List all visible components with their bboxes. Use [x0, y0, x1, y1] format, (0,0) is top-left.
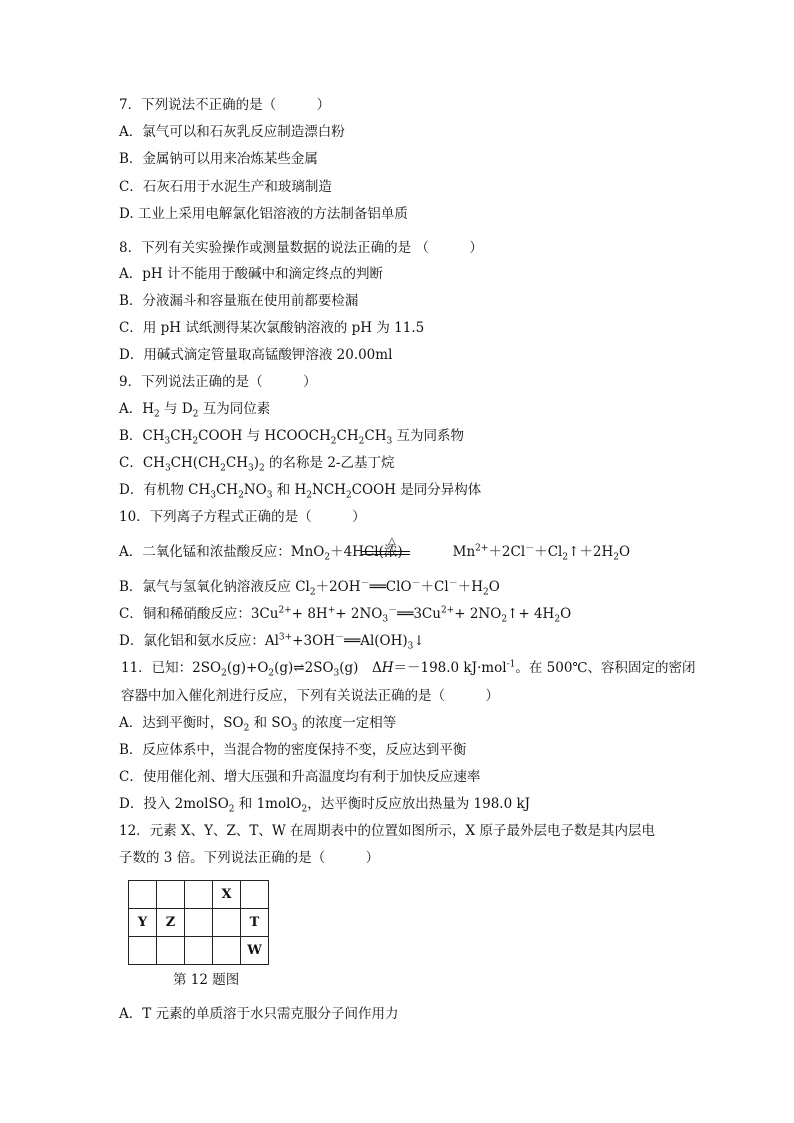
grid-cell	[157, 937, 185, 965]
figure-caption: 第 12 题图	[173, 972, 240, 988]
grid-cell	[185, 881, 213, 909]
q7-stem: 7．下列说法不正确的是（ ）	[119, 97, 331, 113]
q9-option-a: A．$H_2$ 与 $D_2$ 互为同位素	[119, 401, 271, 420]
q8-option-c: C．用 pH 试纸测得某次氯酸钠溶液的 pH 为 11.5	[119, 320, 425, 336]
q8-option-b: B．分液漏斗和容量瓶在使用前都要检漏	[119, 293, 359, 309]
q12-stem-line1: 12．元素 X、Y、Z、T、W 在周期表中的位置如图所示，X 原子最外层电子数是其内层电	[119, 823, 655, 839]
q9-stem: 9．下列说法正确的是（ ）	[119, 374, 317, 390]
q10-stem: 10．下列离子方程式正确的是（ ）	[119, 509, 366, 525]
grid-cell	[185, 937, 213, 965]
q9-option-d: D．有机物 $CH_3CH_2NO_3$ 和 $H_2NCH_2COOH$ 是同分异构体	[119, 482, 482, 501]
q10-option-b: B．氯气与氢氧化钠溶液反应 $Cl_2+2OH^-══ClO^-+Cl^-+H_2O$	[119, 578, 500, 598]
q11-stem-line1: 11．已知：$2SO_2(g)+O_2(g)\rightleftharpoons 2SO_3(g)$ ΔH＝－198.0 kJ·mol$^{-1}$。在 500℃、容积固定的密闭	[121, 659, 696, 679]
equation-double-line-top	[362, 551, 410, 552]
q11-option-c: C．使用催化剂、增大压强和升高温度均有利于加快反应速率	[119, 769, 481, 785]
q7-option-d: D. 工业上采用电解氯化铝溶液的方法制备铝单质	[119, 206, 408, 222]
grid-cell	[241, 881, 269, 909]
grid-cell	[129, 937, 157, 965]
grid-row	[129, 937, 269, 965]
grid-cell	[157, 881, 185, 909]
q7-option-a: A．氯气可以和石灰乳反应制造漂白粉	[119, 124, 345, 140]
heat-delta-symbol: △	[388, 536, 396, 547]
q7-option-c: C．石灰石用于水泥生产和玻璃制造	[119, 179, 332, 195]
q7-option-b: B．金属钠可以用来冶炼某些金属	[119, 151, 318, 167]
periodic-table-figure	[128, 880, 269, 965]
q11-option-b: B．反应体系中，当混合物的密度保持不变，反应达到平衡	[119, 742, 467, 758]
q10-option-c: C．铜和稀硝酸反应：$3Cu^{2+}+ 8H^++$ $2NO_3^-══3Cu^{2+}+$ $2NO_2↑+ 4H_2O$	[119, 605, 572, 625]
grid-cell	[129, 881, 157, 909]
q11-option-d: D．投入 2molSO$_2$ 和 1molO$_2$，达平衡时反应放出热量为 198.0 kJ	[119, 796, 531, 815]
q11-option-a: A．达到平衡时，$SO_2$ 和 $SO_3$ 的浓度一定相等	[119, 715, 397, 734]
grid-cell: Z	[157, 909, 185, 937]
q8-option-a: A．pH 计不能用于酸碱中和滴定终点的判断	[119, 266, 383, 282]
q11-stem-line2: 容器中加入催化剂进行反应，下列有关说法正确的是（ ）	[121, 688, 499, 704]
grid-cell: W	[241, 937, 269, 965]
q9-option-c: C．$CH_3CH(CH_2CH_3)_2$ 的名称是 2-乙基丁烷	[119, 455, 395, 474]
grid-cell	[185, 909, 213, 937]
q12-stem-line2: 子数的 3 倍。下列说法正确的是（ ）	[119, 850, 380, 866]
grid-row	[129, 909, 269, 937]
grid-cell	[213, 909, 241, 937]
grid-cell: X	[213, 881, 241, 909]
q10-option-d: D．氯化铝和氨水反应：$Al^{3+}+3OH^-══Al(OH)_3↓$	[119, 632, 425, 652]
q9-option-b: B．$CH_3CH_2COOH$ 与 $HCOOCH_2CH_2CH_3$ 互为同系物	[119, 428, 464, 447]
q8-option-d: D．用碱式滴定管量取高锰酸钾溶液 20.00ml	[119, 347, 393, 363]
grid-row	[129, 881, 269, 909]
q8-stem: 8．下列有关实验操作或测量数据的说法正确的是 （ ）	[119, 240, 483, 256]
grid-cell: Y	[129, 909, 157, 937]
equation-double-line-bottom	[362, 554, 410, 555]
grid-cell	[213, 937, 241, 965]
q12-option-a: A．T 元素的单质溶于水只需克服分子间作用力	[119, 1006, 399, 1022]
q10-option-a: A．二氧化锰和浓盐酸反应：MnO$_2$＋4HCl(浓) $Mn^{2+}+2Cl^-+Cl_2↑+2H_2O$	[119, 543, 631, 563]
grid-cell: T	[241, 909, 269, 937]
